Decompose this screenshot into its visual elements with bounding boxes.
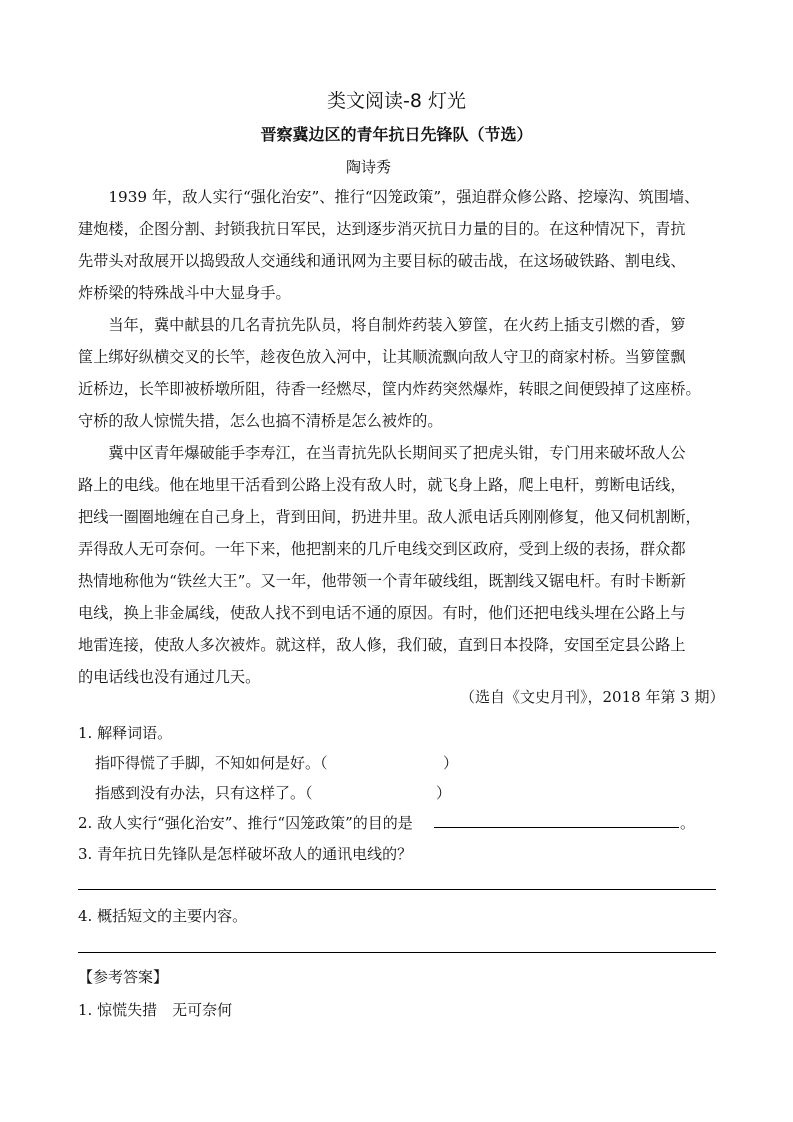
question-3-answer-line[interactable] [78, 889, 716, 890]
article-line: 弄得敌人无可奈何。一年下来，他把割来的几斤电线交到区政府，受到上级的表扬，群众都 [78, 540, 686, 558]
page-title: 类文阅读-8 灯光 [327, 90, 466, 112]
question-2-end: 。 [680, 814, 696, 832]
question-3: 3. 青年抗日先锋队是怎样破坏敌人的通讯电线的？ [78, 845, 413, 863]
answers-header: 【参考答案】 [78, 968, 169, 986]
question-1-label: 1. 解释词语。 [78, 724, 173, 742]
article-line: 筐上绑好纵横交叉的长竿，趁夜色放入河中，让其顺流飘向敌人守卫的商家村桥。当箩筐飘 [78, 348, 686, 366]
question-2-answer-line[interactable] [434, 827, 679, 828]
article-title: 晋察冀边区的青年抗日先锋队（节选） [260, 125, 533, 144]
answer-1: 1. 惊慌失措 无可奈何 [78, 1001, 233, 1019]
article-line: 的电话线也没有通过几天。 [78, 668, 261, 686]
question-2: 2. 敌人实行“强化治安”、推行“囚笼政策”的目的是 [78, 814, 413, 832]
question-1a: 指吓得慌了手脚，不知如何是好。（ [95, 754, 328, 772]
article-line: 地雷连接，使敌人多次被炸。就这样，敌人修，我们破，直到日本投降，安国至定县公路上 [78, 636, 686, 654]
article-line: 先带头对敌展开以捣毁敌人交通线和通讯网为主要目标的破击战，在这场破铁路、割电线、 [78, 252, 686, 270]
article-line: 近桥边，长竿即被桥墩所阻，待香一经燃尽，筐内炸药突然爆炸，转眼之间便毁掉了这座桥。 [78, 380, 701, 398]
article-line: 电线，换上非金属线，使敌人找不到电话不通的原因。有时，他们还把电线头埋在公路上与 [78, 604, 686, 622]
source-citation: （选自《文史月刊》，2018 年第 3 期） [460, 688, 725, 706]
article-line: 路上的电线。他在地里干活看到公路上没有敌人时，就飞身上路，爬上电杆，剪断电话线， [78, 476, 686, 494]
question-1b: 指感到没有办法，只有这样了。（ [95, 784, 313, 802]
article-line: 建炮楼，企图分割、封锁我抗日军民，达到逐步消灭抗日力量的目的。在这种情况下，青抗 [78, 220, 686, 238]
article-line: 热情地称他为“铁丝大王”。又一年，他带领一个青年破线组，既割线又锯电杆。有时卡断新 [78, 572, 686, 590]
article-line: 炸桥梁的特殊战斗中大显身手。 [78, 284, 291, 302]
question-4: 4. 概括短文的主要内容。 [78, 907, 248, 925]
article-line: 1939 年，敌人实行“强化治安”、推行“囚笼政策”，强迫群众修公路、挖壕沟、筑围墙、 [78, 188, 700, 206]
question-4-answer-line[interactable] [78, 952, 716, 953]
article-line: 当年，冀中献县的几名青抗先队员，将自制炸药装入箩筐，在火药上插支引燃的香，箩 [78, 316, 686, 334]
question-1a-blank-close: ） [443, 754, 459, 772]
article-line: 冀中区青年爆破能手李寿江，在当青抗先队长期间买了把虎头钳，专门用来破坏敌人公 [78, 444, 686, 462]
question-1b-blank-close: ） [436, 784, 452, 802]
article-line: 把线一圈圈地缠在自己身上，背到田间，扔进井里。敌人派电话兵刚刚修复，他又伺机割断， [78, 508, 701, 526]
author: 陶诗秀 [346, 158, 392, 176]
article-line: 守桥的敌人惊慌失措，怎么也搞不清桥是怎么被炸的。 [78, 412, 443, 430]
